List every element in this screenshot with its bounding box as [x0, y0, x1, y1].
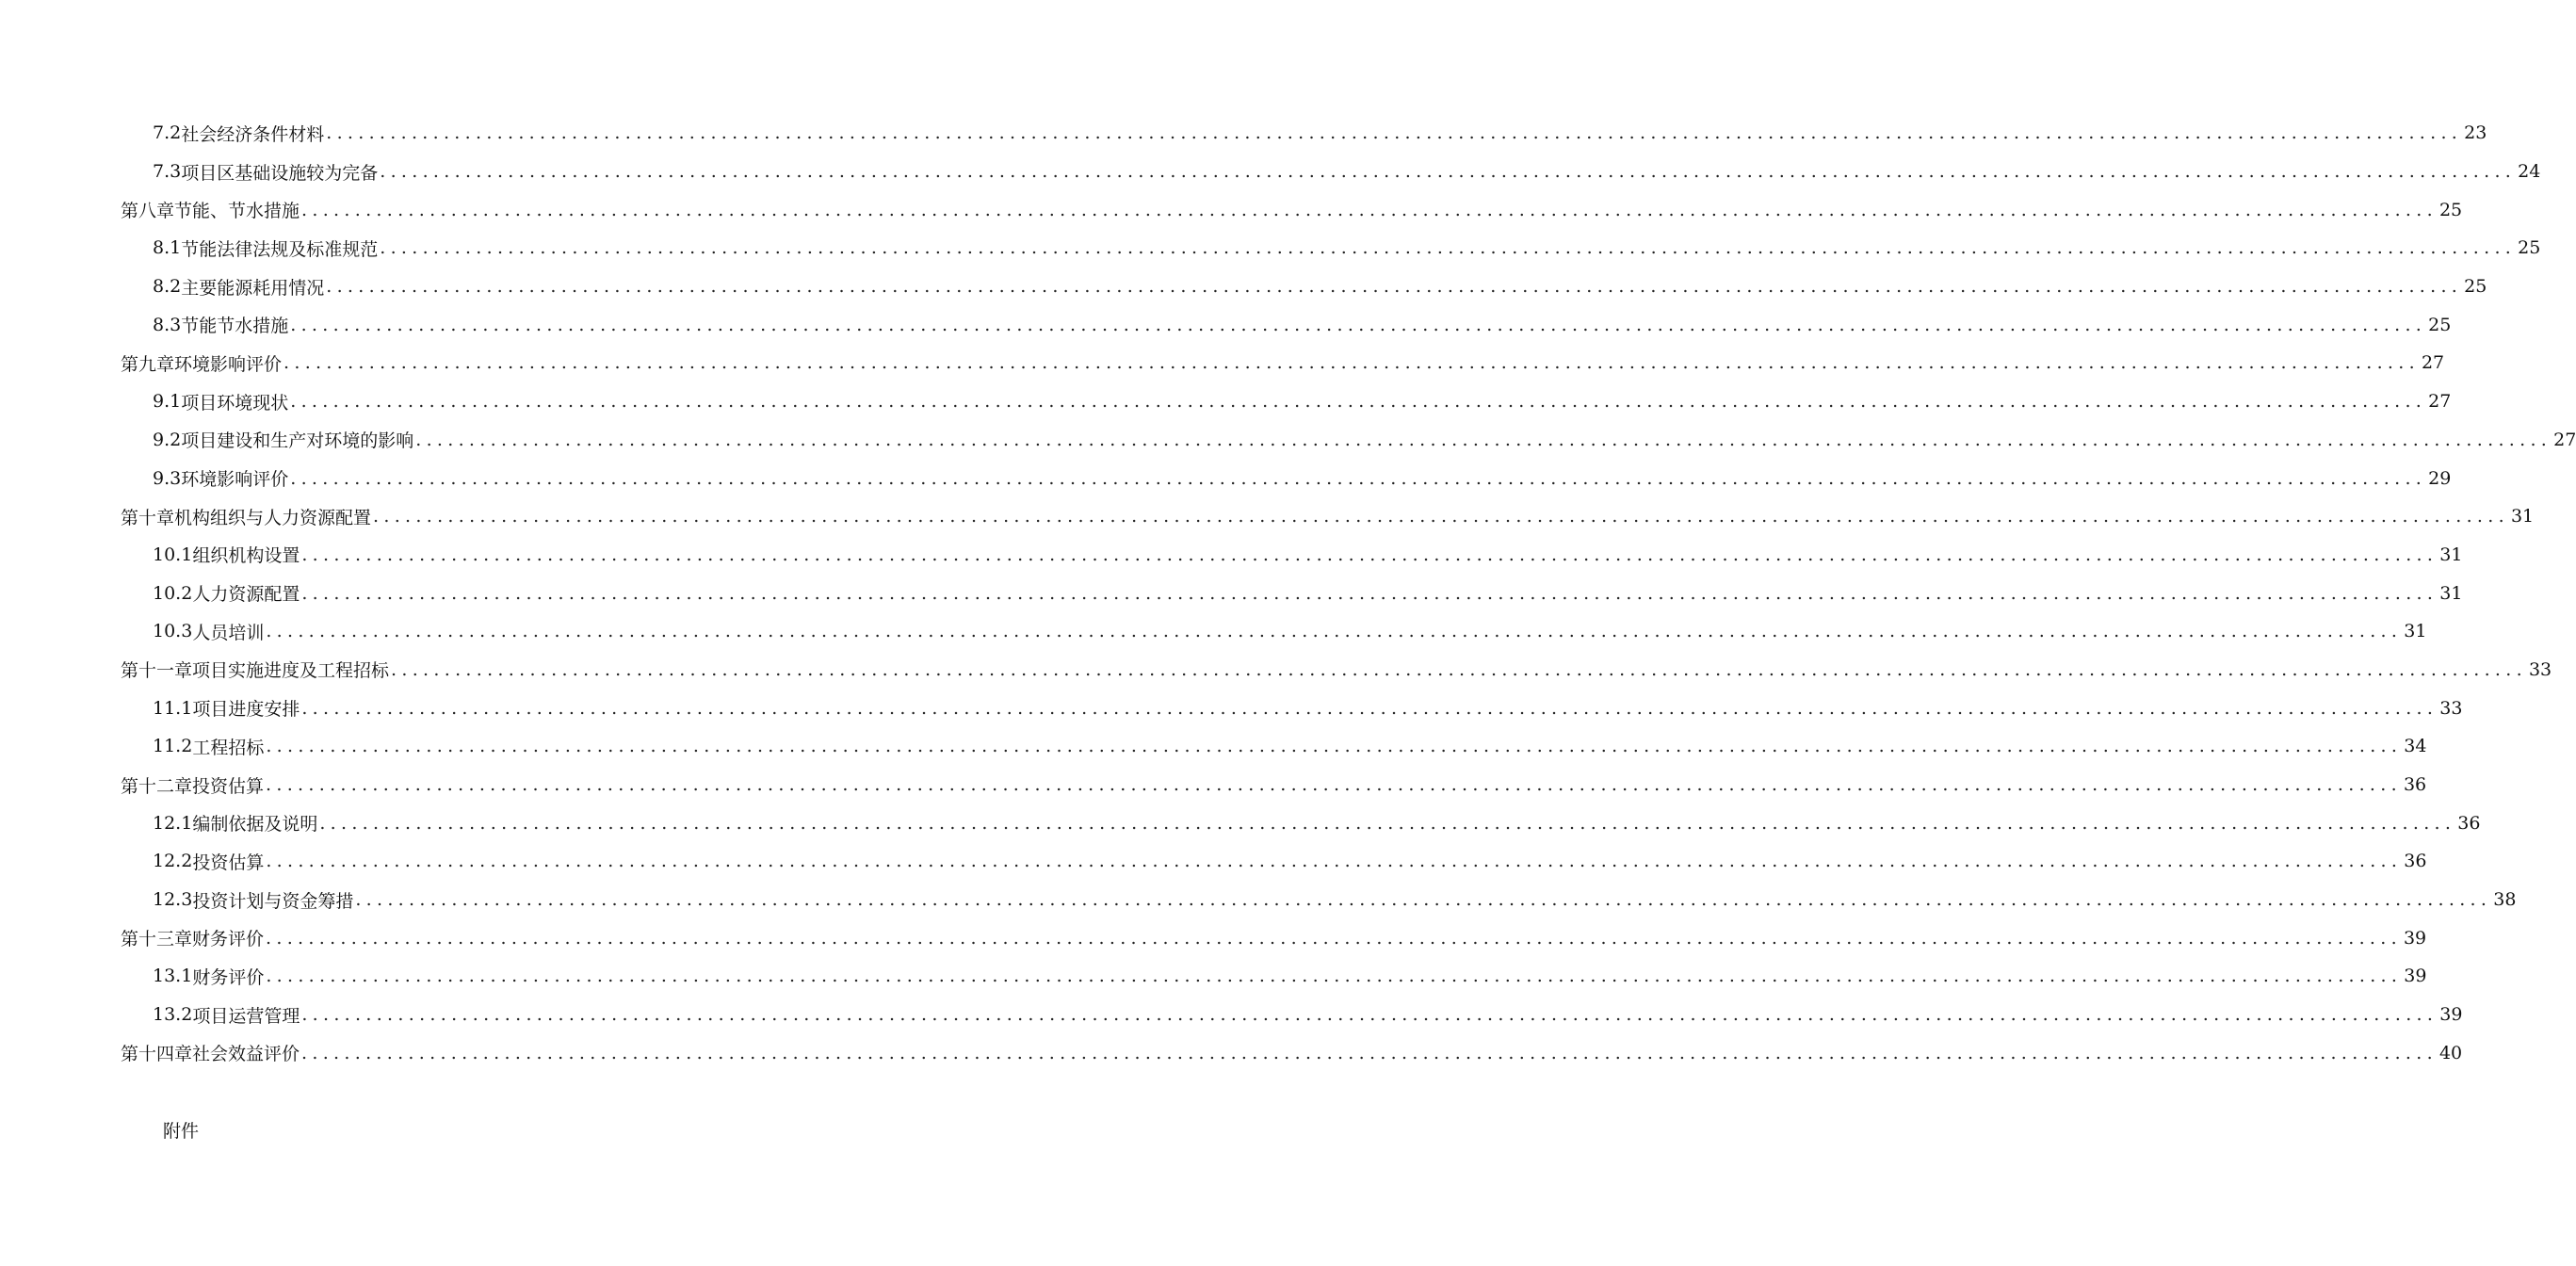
toc-entry-page-number: 25 [2464, 276, 2487, 298]
toc-entry-page-number: 40 [2438, 1042, 2463, 1063]
toc-section-entry[interactable] [0, 996, 2463, 1034]
toc-dot-leader: ........................................................................................................................................................................................................ [266, 851, 2403, 872]
toc-dot-leader: ........................................................................................................................................................................................................ [355, 889, 2492, 911]
toc-section-entry[interactable] [0, 536, 2463, 575]
toc-dot-leader: ........................................................................................................................................................................................................ [391, 658, 2527, 680]
toc-dot-leader: ........................................................................................................................................................................................................ [301, 544, 2438, 565]
toc-dot-leader: ........................................................................................................................................................................................................ [301, 1042, 2438, 1063]
toc-dot-leader: ........................................................................................................................................................................................................ [326, 276, 2463, 298]
toc-section-entry[interactable] [0, 803, 2481, 842]
toc-entry-title: 人力资源配置 [192, 584, 300, 606]
toc-entry-number: 9.3 [153, 467, 182, 489]
toc-entry-page-number: 33 [2439, 697, 2463, 719]
toc-entry-number: 第十章 [121, 507, 175, 528]
toc-entry-title: 项目运营管理 [192, 1005, 300, 1027]
toc-entry-title: 财务评价 [192, 929, 265, 950]
toc-entry-page-number: 27 [2428, 391, 2452, 413]
toc-chapter-entry[interactable] [0, 766, 2427, 804]
toc-entry-page-number: 24 [2518, 161, 2541, 183]
toc-entry-page-number: 31 [2439, 582, 2463, 604]
toc-chapter-entry[interactable] [0, 651, 2552, 690]
toc-entry-number: 8.1 [153, 237, 182, 259]
toc-entry-title: 人员培训 [192, 622, 265, 643]
toc-entry-title: 环境影响评价 [174, 353, 283, 375]
toc-dot-leader: ........................................................................................................................................................................................................ [290, 391, 2427, 413]
toc-entry-title: 机构组织与人力资源配置 [174, 507, 372, 528]
toc-section-entry[interactable] [0, 612, 2427, 651]
toc-dot-leader: ........................................................................................................................................................................................................ [266, 621, 2403, 642]
toc-dot-leader: ........................................................................................................................................................................................................ [380, 237, 2517, 259]
toc-entry-number: 8.2 [153, 276, 182, 298]
toc-entry-page-number: 31 [2510, 506, 2535, 528]
toc-chapter-entry[interactable] [0, 190, 2463, 229]
toc-dot-leader: ........................................................................................................................................................................................................ [373, 506, 2509, 528]
toc-entry-page-number: 31 [2404, 621, 2427, 642]
toc-chapter-entry[interactable] [0, 1034, 2463, 1073]
toc-dot-leader: ........................................................................................................................................................................................................ [290, 467, 2427, 489]
toc-entry-number: 10.3 [153, 621, 193, 642]
toc-entry-title: 投资估算 [192, 852, 265, 873]
toc-entry-page-number: 25 [2428, 314, 2452, 335]
toc-entry-number: 第九章 [121, 353, 175, 375]
toc-entry-page-number: 36 [2403, 774, 2427, 796]
toc-entry-title: 项目区基础设施较为完备 [181, 162, 379, 184]
toc-entry-number: 第十三章 [121, 929, 193, 950]
toc-entry-title: 工程招标 [192, 737, 265, 758]
toc-entry-title: 项目实施进度及工程招标 [192, 660, 390, 682]
toc-entry-title: 投资计划与资金筹措 [192, 890, 354, 912]
toc-dot-leader: ........................................................................................................................................................................................................ [415, 429, 2552, 450]
toc-dot-leader: ........................................................................................................................................................................................................ [266, 966, 2403, 987]
toc-entry-number: 7.2 [153, 122, 182, 144]
toc-entry-page-number: 33 [2528, 658, 2552, 680]
toc-entry-number: 第十一章 [121, 660, 193, 682]
toc-dot-leader: ........................................................................................................................................................................................................ [266, 927, 2402, 949]
toc-entry-number: 9.1 [153, 391, 182, 413]
toc-entry-title: 编制依据及说明 [192, 814, 318, 836]
toc-entry-page-number: 31 [2439, 544, 2463, 565]
toc-section-entry[interactable] [0, 842, 2427, 881]
toc-section-entry[interactable] [0, 689, 2463, 727]
toc-chapter-entry[interactable] [0, 497, 2535, 536]
toc-entry-page-number: 39 [2403, 927, 2427, 949]
toc-entry-number: 12.1 [153, 812, 193, 834]
toc-entry-number: 10.1 [153, 544, 193, 565]
toc-entry-title: 节能法律法规及标准规范 [181, 238, 379, 260]
toc-entry-title: 节能节水措施 [181, 316, 289, 337]
toc-entry-title: 组织机构设置 [192, 545, 300, 567]
toc-section-entry[interactable] [0, 881, 2517, 919]
toc-entry-page-number: 25 [2518, 237, 2541, 259]
toc-section-entry[interactable] [0, 305, 2452, 344]
toc-dot-leader: ........................................................................................................................................................................................................ [301, 697, 2438, 719]
toc-entry-page-number: 25 [2438, 199, 2463, 220]
toc-entry-page-number: 39 [2404, 966, 2427, 987]
toc-entry-number: 13.2 [153, 1004, 193, 1026]
toc-dot-leader: ........................................................................................................................................................................................................ [290, 314, 2427, 335]
toc-entry-page-number: 36 [2457, 812, 2481, 834]
toc-section-entry[interactable] [0, 382, 2452, 421]
toc-section-entry[interactable] [0, 727, 2427, 766]
toc-entry-number: 9.2 [153, 429, 182, 450]
toc-entry-page-number: 38 [2493, 889, 2517, 911]
toc-section-entry[interactable] [0, 574, 2463, 612]
appendix-label: 附件 [163, 1121, 200, 1142]
toc-section-entry[interactable] [0, 421, 2576, 460]
toc-dot-leader: ........................................................................................................................................................................................................ [301, 199, 2438, 220]
toc-entry-number: 13.1 [153, 966, 193, 987]
toc-entry-title: 项目环境现状 [181, 392, 289, 414]
toc-section-entry[interactable] [0, 114, 2487, 153]
toc-entry-number: 第八章 [121, 201, 175, 222]
table-of-contents [0, 114, 2576, 1072]
toc-entry-number: 11.1 [153, 697, 193, 719]
toc-dot-leader: ........................................................................................................................................................................................................ [266, 736, 2403, 757]
toc-dot-leader: ........................................................................................................................................................................................................ [301, 1004, 2438, 1026]
toc-entry-title: 项目建设和生产对环境的影响 [181, 430, 414, 452]
toc-dot-leader: ........................................................................................................................................................................................................ [284, 352, 2420, 374]
toc-entry-page-number: 23 [2464, 122, 2487, 144]
toc-entry-page-number: 27 [2421, 352, 2445, 374]
toc-entry-title: 环境影响评价 [181, 469, 289, 491]
toc-entry-page-number: 29 [2428, 467, 2452, 489]
toc-dot-leader: ........................................................................................................................................................................................................ [380, 161, 2517, 183]
toc-section-entry[interactable] [0, 229, 2541, 268]
toc-section-entry[interactable] [0, 268, 2487, 306]
toc-entry-page-number: 34 [2404, 736, 2427, 757]
toc-entry-title: 财务评价 [192, 966, 265, 988]
toc-entry-number: 第十四章 [121, 1044, 193, 1065]
toc-entry-number: 12.3 [153, 889, 193, 911]
toc-dot-leader: ........................................................................................................................................................................................................ [266, 774, 2402, 796]
toc-section-entry[interactable] [0, 153, 2541, 191]
toc-entry-title: 投资估算 [192, 775, 265, 797]
toc-chapter-entry[interactable] [0, 344, 2445, 382]
toc-entry-page-number: 27 [2553, 429, 2576, 450]
toc-dot-leader: ........................................................................................................................................................................................................ [319, 812, 2456, 834]
toc-entry-number: 7.3 [153, 161, 182, 183]
toc-dot-leader: ........................................................................................................................................................................................................ [326, 122, 2463, 144]
toc-entry-page-number: 36 [2404, 851, 2427, 872]
toc-entry-title: 社会效益评价 [192, 1044, 300, 1065]
toc-chapter-entry[interactable] [0, 918, 2427, 957]
toc-section-entry[interactable] [0, 459, 2452, 497]
toc-entry-title: 项目进度安排 [192, 699, 300, 721]
toc-entry-number: 12.2 [153, 851, 193, 872]
toc-entry-number: 第十二章 [121, 775, 193, 797]
toc-entry-number: 11.2 [153, 736, 193, 757]
toc-entry-number: 8.3 [153, 314, 182, 335]
toc-entry-page-number: 39 [2439, 1004, 2463, 1026]
toc-entry-title: 主要能源耗用情况 [181, 277, 325, 299]
toc-dot-leader: ........................................................................................................................................................................................................ [301, 582, 2438, 604]
toc-entry-number: 10.2 [153, 582, 193, 604]
toc-entry-title: 社会经济条件材料 [181, 123, 325, 145]
toc-section-entry[interactable] [0, 957, 2427, 996]
toc-entry-title: 节能、节水措施 [174, 201, 300, 222]
